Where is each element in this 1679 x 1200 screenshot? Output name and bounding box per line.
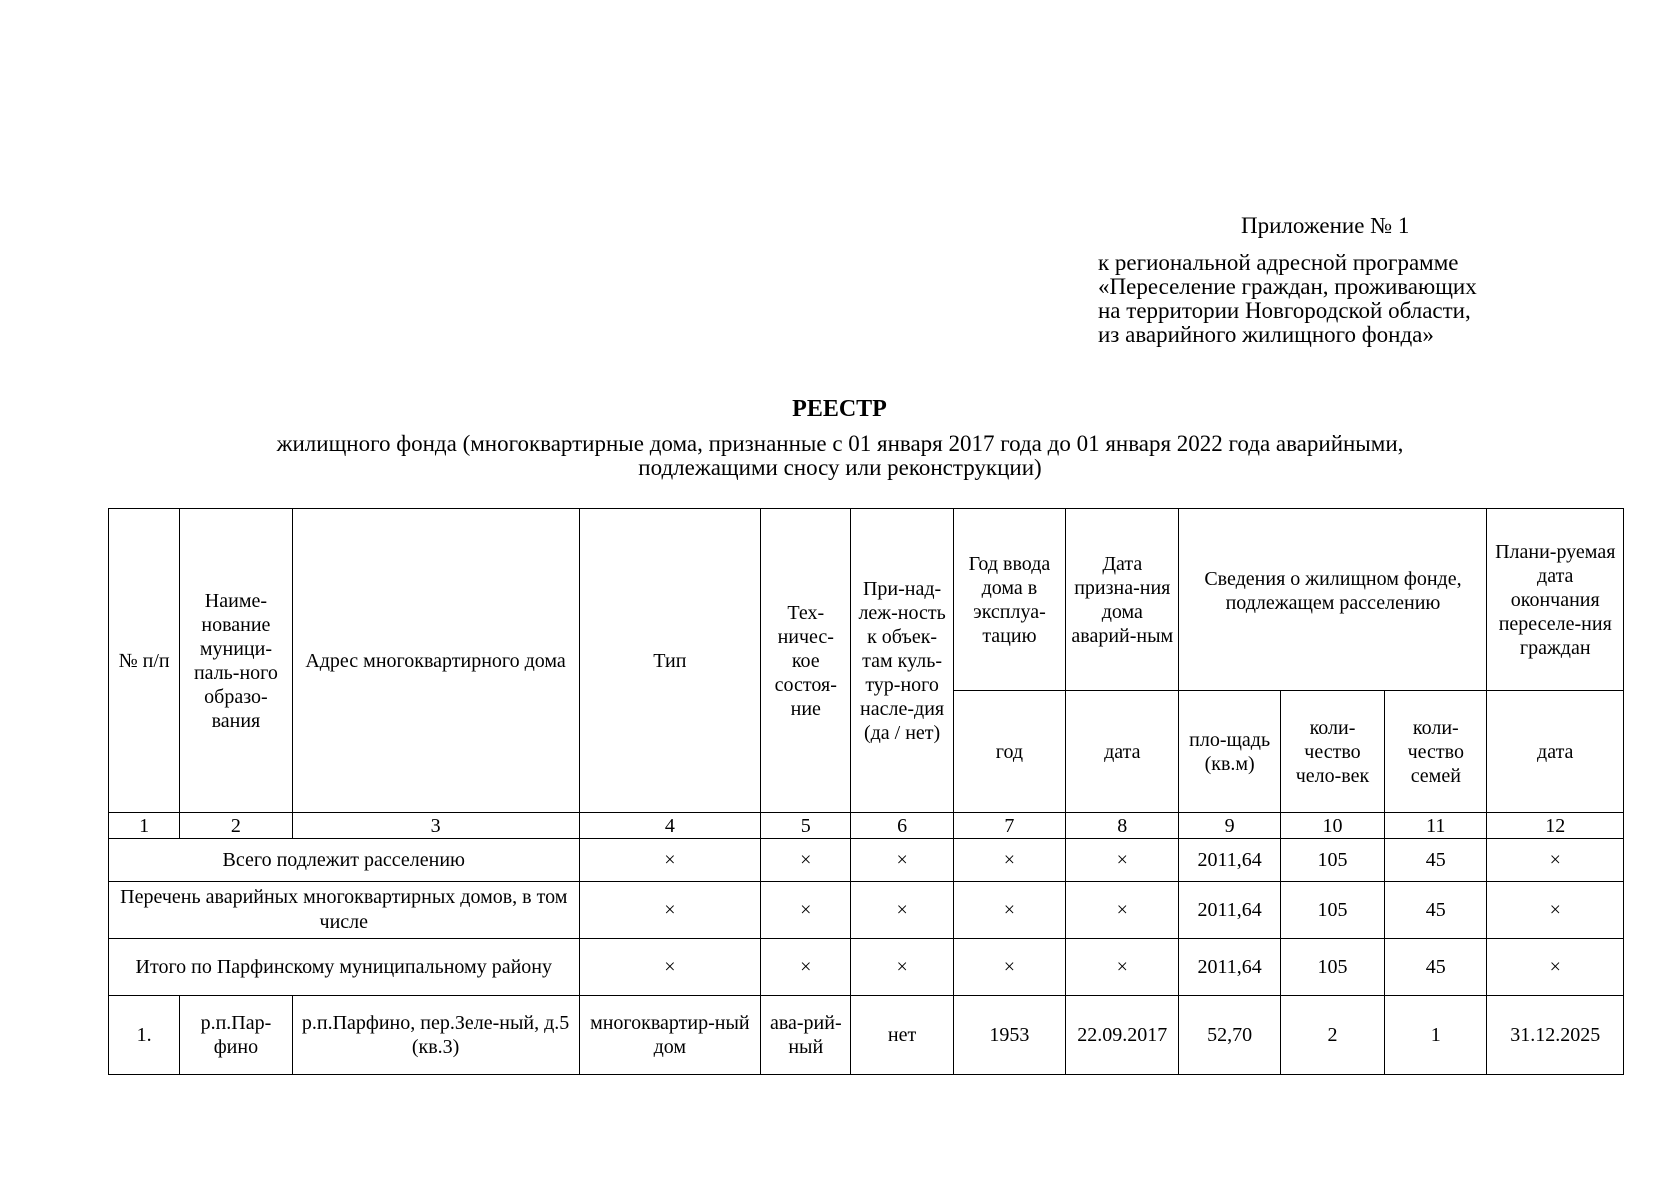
not-applicable-mark: × (761, 939, 851, 996)
header-num: № п/п (109, 509, 180, 813)
not-applicable-mark: × (761, 839, 851, 882)
column-number: 12 (1487, 813, 1624, 839)
emergency-date-cell: 22.09.2017 (1066, 996, 1179, 1075)
document-title: РЕЕСТР (792, 396, 887, 422)
header-heritage: При-над-леж-ность к объек-там куль-тур-ного насле-дия (да / нет) (851, 509, 953, 813)
summary-label: Всего подлежит расселению (109, 839, 580, 882)
families-cell: 45 (1385, 839, 1487, 882)
column-number: 9 (1179, 813, 1280, 839)
summary-label: Итого по Парфинскому муниципальному району (109, 939, 580, 996)
subheader-area: пло-щадь (кв.м) (1179, 691, 1280, 813)
not-applicable-mark: × (1066, 882, 1179, 939)
document-subtitle (140, 432, 1540, 480)
column-number: 11 (1385, 813, 1487, 839)
not-applicable-mark: × (1487, 882, 1624, 939)
column-number-row (109, 813, 1624, 839)
subheader-families: коли-чество семей (1385, 691, 1487, 813)
subtitle-line: жилищного фонда (многоквартирные дома, признанные с 01 января 2017 года до 01 января 2022 года аварийными, (276, 431, 1404, 456)
not-applicable-mark: × (1487, 939, 1624, 996)
column-number: 3 (292, 813, 579, 839)
area-cell: 2011,64 (1179, 939, 1280, 996)
header-municipality: Наиме-нование муници-паль-ного образо-вания (180, 509, 292, 813)
area-cell: 2011,64 (1179, 839, 1280, 882)
appendix-line: из аварийного жилищного фонда» (1098, 322, 1434, 347)
registry-table (108, 508, 1624, 1075)
people-cell: 105 (1280, 939, 1384, 996)
not-applicable-mark: × (953, 939, 1065, 996)
column-number: 1 (109, 813, 180, 839)
heritage-cell: нет (851, 996, 953, 1075)
people-cell: 105 (1280, 882, 1384, 939)
column-number: 10 (1280, 813, 1384, 839)
not-applicable-mark: × (1487, 839, 1624, 882)
column-number: 5 (761, 813, 851, 839)
area-cell: 52,70 (1179, 996, 1280, 1075)
table-row (109, 996, 1624, 1075)
not-applicable-mark: × (953, 882, 1065, 939)
header-type: Тип (579, 509, 761, 813)
address-cell: р.п.Парфино, пер.Зеле-ный, д.5 (кв.3) (292, 996, 579, 1075)
area-cell: 2011,64 (1179, 882, 1280, 939)
column-number: 4 (579, 813, 761, 839)
summary-row-total (109, 839, 1624, 882)
header-address: Адрес многоквартирного дома (292, 509, 579, 813)
tech-state-cell: ава-рий-ный (761, 996, 851, 1075)
families-cell: 45 (1385, 882, 1487, 939)
header-housing-info: Сведения о жилищном фонде, подлежащем расселению (1179, 509, 1487, 691)
people-cell: 2 (1280, 996, 1384, 1075)
not-applicable-mark: × (1066, 839, 1179, 882)
subtitle-line: подлежащими сносу или реконструкции) (638, 455, 1042, 480)
row-number: 1. (109, 996, 180, 1075)
appendix-line: «Переселение граждан, проживающих (1098, 274, 1477, 299)
header-year-in-service: Год ввода дома в эксплуа-тацию (953, 509, 1065, 691)
column-number: 7 (953, 813, 1065, 839)
summary-label: Перечень аварийных многоквартирных домов, в том числе (109, 882, 580, 939)
not-applicable-mark: × (1066, 939, 1179, 996)
not-applicable-mark: × (851, 939, 953, 996)
planned-date-cell: 31.12.2025 (1487, 996, 1624, 1075)
not-applicable-mark: × (761, 882, 851, 939)
appendix-line: на территории Новгородской области, (1098, 298, 1471, 323)
not-applicable-mark: × (579, 882, 761, 939)
appendix-block (1098, 214, 1477, 347)
subheader-people: коли-чество чело-век (1280, 691, 1384, 813)
not-applicable-mark: × (579, 839, 761, 882)
families-cell: 1 (1385, 996, 1487, 1075)
subheader-planned: дата (1487, 691, 1624, 813)
column-number: 8 (1066, 813, 1179, 839)
people-cell: 105 (1280, 839, 1384, 882)
subheader-year: год (953, 691, 1065, 813)
subheader-date: дата (1066, 691, 1179, 813)
appendix-line: к региональной адресной программе (1098, 250, 1459, 275)
not-applicable-mark: × (579, 939, 761, 996)
not-applicable-mark: × (851, 839, 953, 882)
summary-row-district (109, 939, 1624, 996)
column-number: 2 (180, 813, 292, 839)
summary-row-list (109, 882, 1624, 939)
type-cell: многоквартир-ный дом (579, 996, 761, 1075)
header-row (109, 509, 1624, 691)
appendix-heading: Приложение № 1 (1241, 213, 1410, 238)
municipality-cell: р.п.Пар-фино (180, 996, 292, 1075)
header-tech-state: Тех-ничес-кое состоя-ние (761, 509, 851, 813)
header-emergency-date: Дата призна-ния дома аварий-ным (1066, 509, 1179, 691)
not-applicable-mark: × (851, 882, 953, 939)
year-cell: 1953 (953, 996, 1065, 1075)
not-applicable-mark: × (953, 839, 1065, 882)
families-cell: 45 (1385, 939, 1487, 996)
column-number: 6 (851, 813, 953, 839)
header-planned-date: Плани-руемая дата окончания переселе-ния граждан (1487, 509, 1624, 691)
